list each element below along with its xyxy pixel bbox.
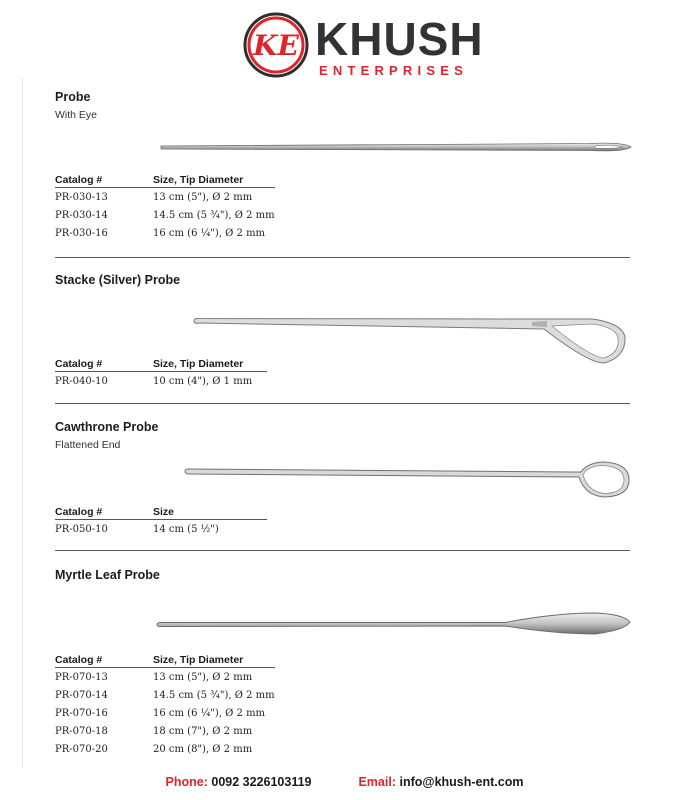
email-link[interactable]: info@khush-ent.com: [399, 775, 524, 789]
phone-label: Phone:: [165, 775, 208, 789]
size-value: 18 cm (7"), Ø 2 mm: [153, 725, 253, 737]
catalog-header: Catalog #: [55, 504, 153, 520]
table-row: [55, 224, 275, 242]
table-row: [55, 686, 275, 704]
table-header: [55, 652, 275, 668]
section-title: Cawthrone Probe: [55, 420, 159, 434]
catalog-number: PR-030-13: [55, 191, 108, 203]
catalog-number: PR-070-14: [55, 689, 108, 701]
ke-monogram-icon: [243, 12, 309, 78]
table-row: [55, 372, 267, 391]
size-value: 20 cm (8"), Ø 2 mm: [153, 743, 253, 755]
catalog-number: PR-050-10: [55, 523, 108, 535]
table-row: [55, 722, 275, 740]
size-value: 16 cm (6 ¼"), Ø 2 mm: [153, 227, 266, 239]
catalog-number: PR-070-13: [55, 671, 108, 683]
catalog-number: PR-030-14: [55, 209, 108, 221]
table-row: [55, 740, 275, 758]
catalog-table: [55, 356, 267, 390]
brand-name: KHUSH: [315, 13, 484, 65]
section-divider: [55, 403, 630, 404]
section-subtitle: With Eye: [55, 109, 98, 121]
section-divider: [55, 550, 630, 551]
catalog-number: PR-070-16: [55, 707, 108, 719]
table-row: [55, 668, 275, 687]
size-header: Size, Tip Diameter: [153, 172, 275, 188]
section-title: Probe: [55, 90, 91, 104]
myrtle-leaf-probe-image: [155, 610, 635, 638]
table-header: [55, 504, 267, 520]
size-value: 16 cm (6 ¼"), Ø 2 mm: [153, 707, 266, 719]
catalog-header: Catalog #: [55, 356, 153, 372]
phone-number[interactable]: 0092 3226103119: [211, 775, 312, 789]
table-header: [55, 356, 267, 372]
catalog-number: PR-030-16: [55, 227, 108, 239]
catalog-header: Catalog #: [55, 652, 153, 668]
size-value: 14.5 cm (5 ¾"), Ø 2 mm: [153, 209, 275, 221]
table-row: [55, 188, 275, 207]
section-divider: [55, 257, 630, 258]
brand-tagline: ENTERPRISES: [319, 63, 468, 78]
catalog-table: [55, 504, 267, 538]
table-row: [55, 206, 275, 224]
section-title: Myrtle Leaf Probe: [55, 568, 160, 582]
size-value: 14 cm (5 ½"): [153, 523, 219, 535]
size-header: Size, Tip Diameter: [153, 652, 275, 668]
size-value: 10 cm (4"), Ø 1 mm: [153, 375, 253, 387]
table-row: [55, 704, 275, 722]
section-title: Stacke (Silver) Probe: [55, 273, 181, 287]
catalog-table: [55, 652, 275, 758]
probe-with-eye-image: [159, 138, 635, 158]
size-header: Size, Tip Diameter: [153, 356, 267, 372]
monogram-text: KE: [253, 29, 299, 62]
table-row: [55, 520, 267, 539]
catalog-header: Catalog #: [55, 172, 153, 188]
catalog-table: [55, 172, 275, 242]
table-header: [55, 172, 275, 188]
catalog-number: PR-040-10: [55, 375, 108, 387]
size-value: 13 cm (5"), Ø 2 mm: [153, 191, 253, 203]
cawthrone-probe-image: [183, 460, 633, 502]
catalog-number: PR-070-20: [55, 743, 108, 755]
email-label: Email:: [358, 775, 396, 789]
size-value: 13 cm (5"), Ø 2 mm: [153, 671, 253, 683]
size-value: 14.5 cm (5 ¾"), Ø 2 mm: [153, 689, 275, 701]
contact-footer: [0, 775, 689, 789]
margin-line: [22, 78, 23, 768]
section-subtitle: Flattened End: [55, 439, 121, 451]
size-header: Size: [153, 504, 267, 520]
catalog-number: PR-070-18: [55, 725, 108, 737]
